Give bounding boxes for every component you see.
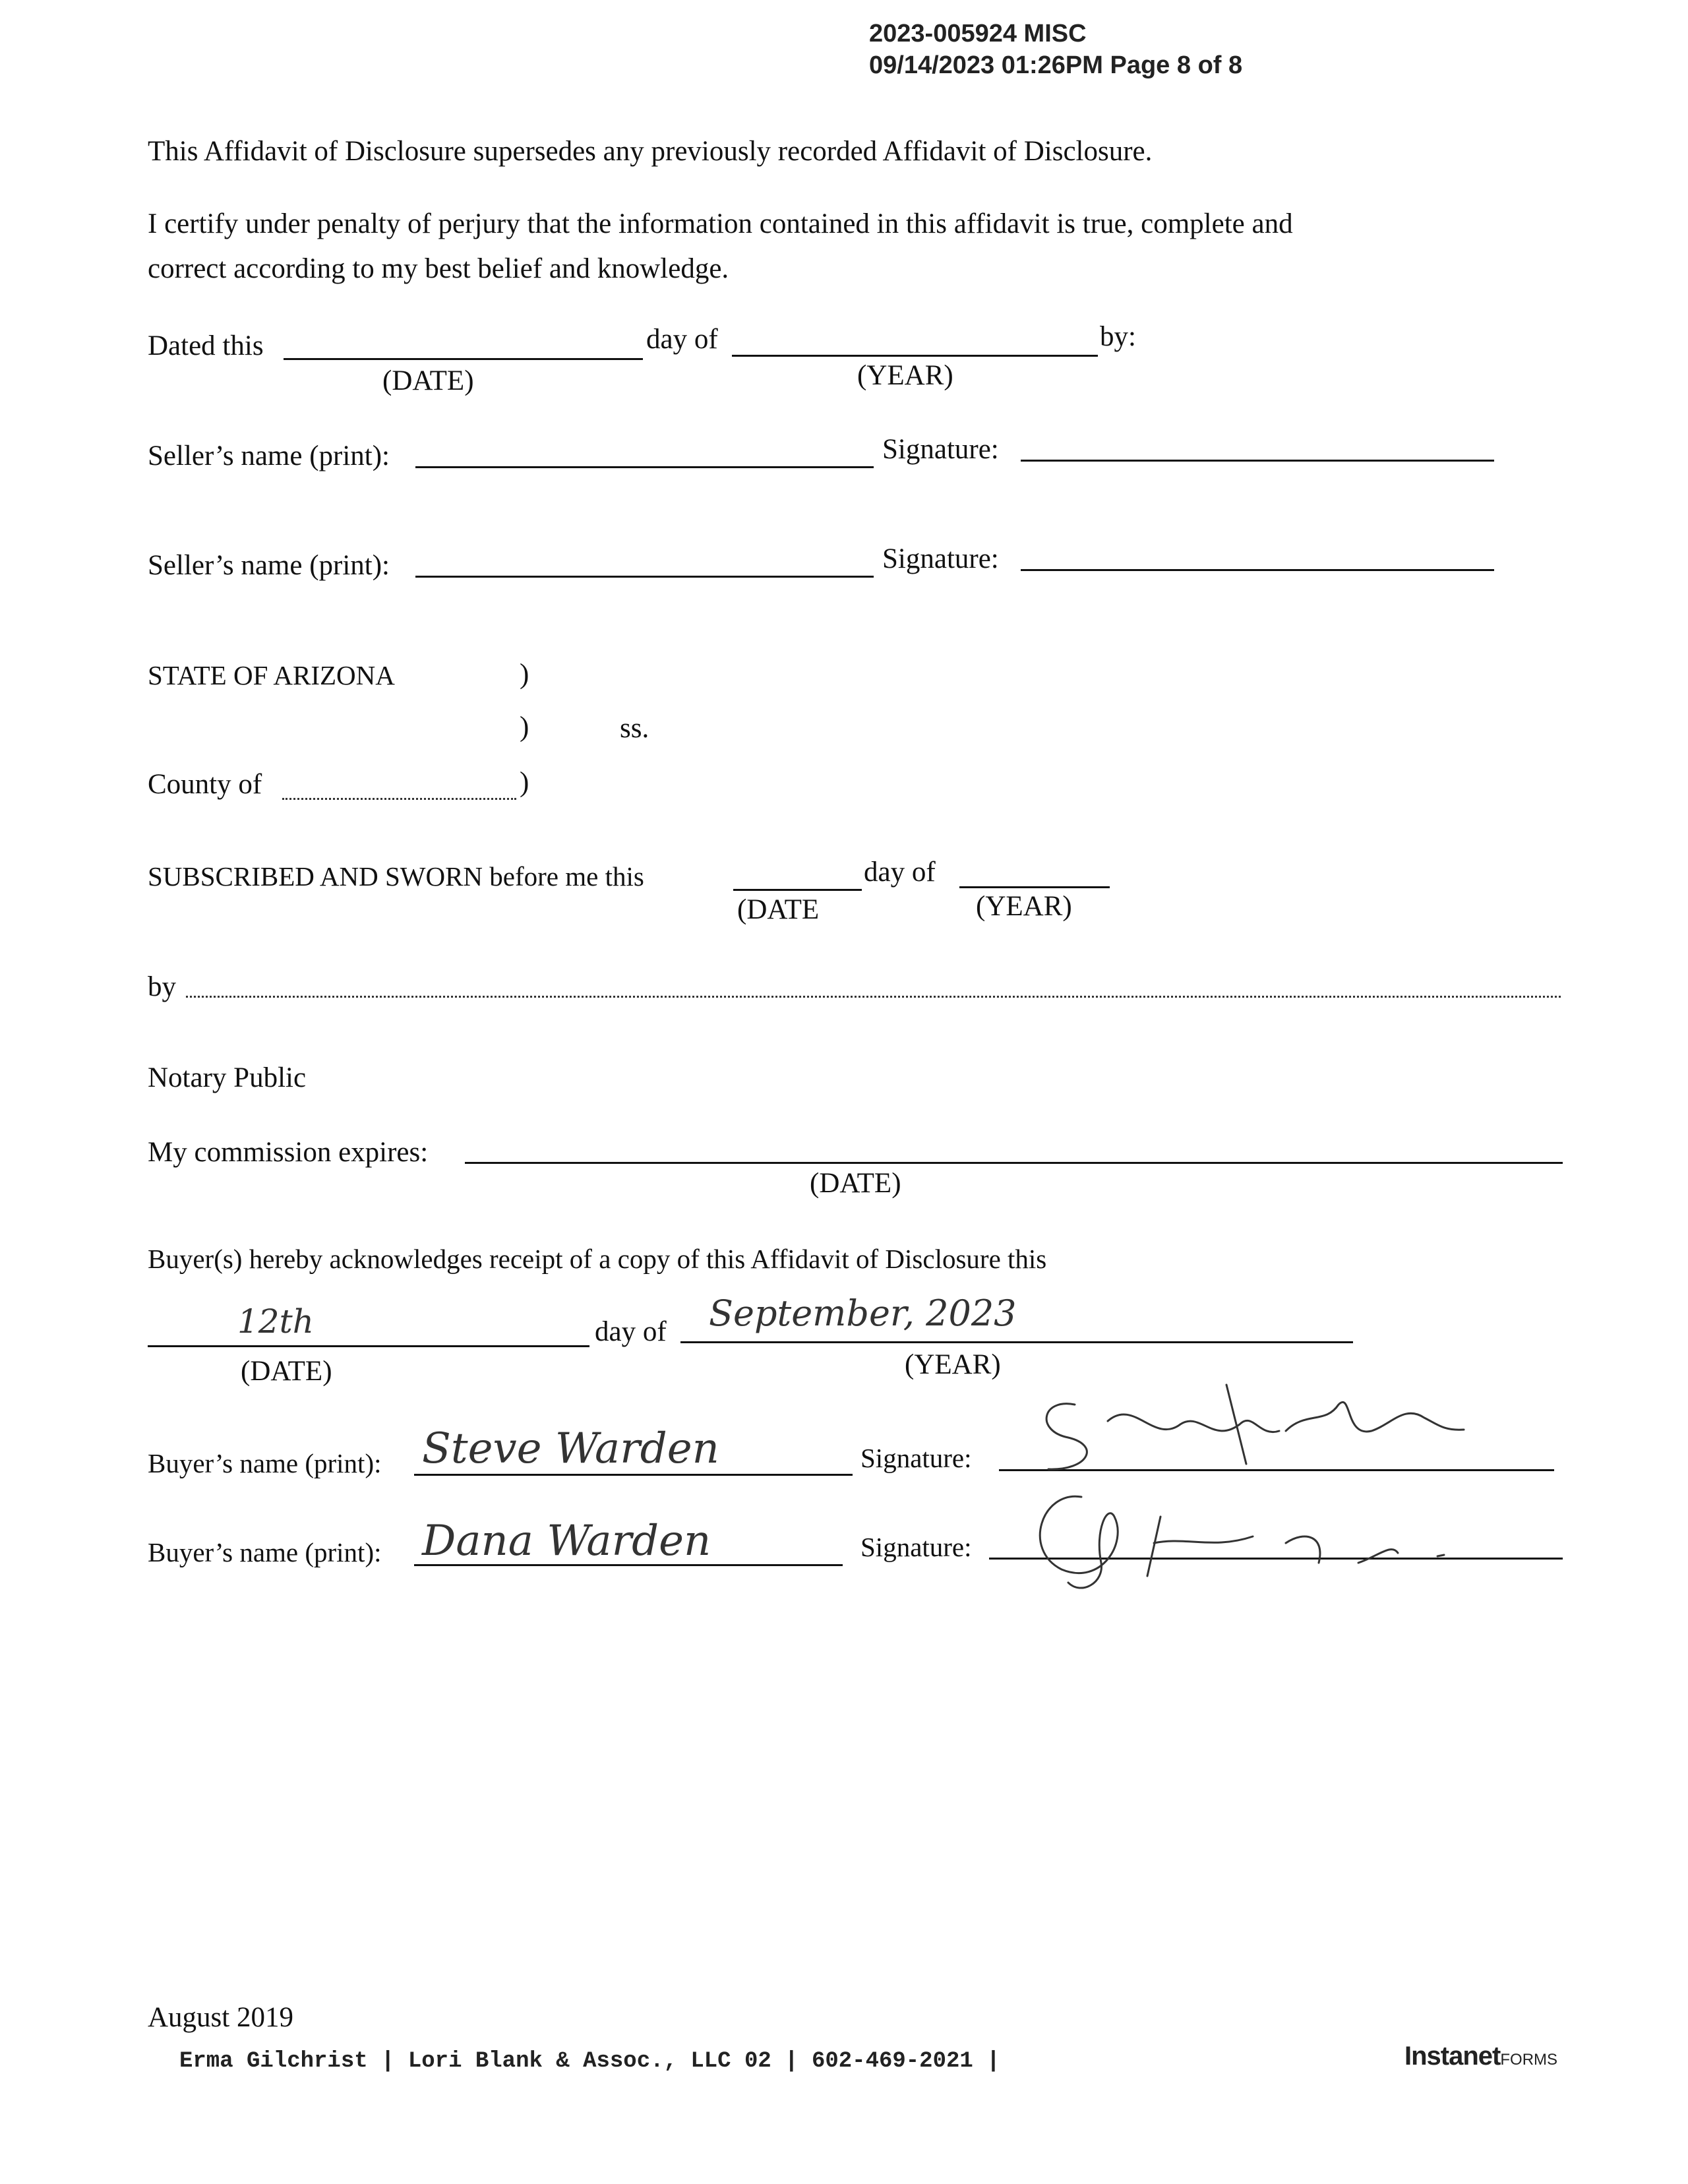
sworn-day-of-label: day of: [864, 857, 936, 888]
form-date: August 2019: [148, 2002, 293, 2033]
commission-expires-field[interactable]: [465, 1162, 1563, 1164]
buyer1-name-value[interactable]: Steve Warden: [422, 1424, 719, 1473]
subscribed-sworn-label: SUBSCRIBED AND SWORN before me this: [148, 861, 644, 892]
certify-statement-line2: correct according to my best belief and knowledge.: [148, 253, 729, 284]
seller1-name-field[interactable]: [415, 466, 874, 468]
dated-year-field[interactable]: [732, 355, 1098, 357]
buyer-ack-date-line: [148, 1345, 589, 1347]
document-number: 2023-005924 MISC: [869, 20, 1087, 47]
buyer-ack-year-value[interactable]: September, 2023: [709, 1292, 1017, 1334]
buyer-acknowledgement-text: Buyer(s) hereby acknowledges receipt of a copy of this Affidavit of Disclosure this: [148, 1244, 1047, 1274]
notary-by-field[interactable]: [186, 996, 1561, 998]
buyer-ack-day-of-label: day of: [595, 1316, 667, 1347]
dated-this-label: Dated this: [148, 330, 264, 361]
venue-paren-1: ): [520, 659, 529, 690]
seller1-name-label: Seller’s name (print):: [148, 440, 390, 471]
buyer-ack-date-caption: (DATE): [241, 1356, 332, 1387]
buyer1-name-label: Buyer’s name (print):: [148, 1448, 382, 1478]
venue-paren-2: ): [520, 712, 529, 743]
certify-statement-line1: I certify under penalty of perjury that the information contained in this affidavit is true, complete and: [148, 208, 1293, 239]
brand-small: FORMS: [1500, 2051, 1558, 2069]
sworn-year-field[interactable]: [959, 886, 1110, 888]
county-field[interactable]: [282, 798, 516, 800]
recording-timestamp: 09/14/2023 01:26PM Page 8 of 8: [869, 51, 1243, 79]
notary-public-label: Notary Public: [148, 1062, 307, 1093]
notary-by-label: by: [148, 971, 176, 1002]
sworn-date-field[interactable]: [733, 889, 862, 891]
dated-date-field[interactable]: [284, 358, 643, 360]
ss-label: ss.: [620, 713, 649, 744]
dated-year-caption: (YEAR): [857, 360, 953, 391]
buyer2-name-value[interactable]: Dana Warden: [422, 1517, 711, 1565]
buyer2-name-line: [414, 1564, 843, 1566]
commission-expires-label: My commission expires:: [148, 1137, 429, 1168]
buyer2-signature-label: Signature:: [860, 1532, 972, 1562]
seller1-signature-field[interactable]: [1021, 460, 1494, 462]
seller2-signature-label: Signature:: [882, 543, 999, 574]
seller2-name-field[interactable]: [415, 576, 874, 578]
venue-paren-3: ): [520, 767, 529, 798]
seller1-signature-label: Signature:: [882, 434, 999, 465]
seller2-name-label: Seller’s name (print):: [148, 550, 390, 581]
supersedes-statement: This Affidavit of Disclosure supersedes any previously recorded Affidavit of Disclosure.: [148, 136, 1153, 167]
dated-date-caption: (DATE): [382, 365, 474, 396]
buyer1-signature-icon: [1029, 1385, 1464, 1477]
sworn-year-caption: (YEAR): [976, 891, 1072, 922]
instanet-forms-logo: [1404, 2042, 1557, 2071]
sworn-date-caption: (DATE: [737, 894, 820, 925]
dated-day-of-label: day of: [646, 324, 718, 355]
buyer2-name-label: Buyer’s name (print):: [148, 1537, 382, 1567]
commission-date-caption: (DATE): [810, 1168, 901, 1199]
state-label: STATE OF ARIZONA: [148, 660, 395, 690]
buyer1-signature-label: Signature:: [860, 1443, 972, 1473]
buyer-ack-date-value[interactable]: 12th: [237, 1302, 314, 1341]
buyer-ack-year-caption: (YEAR): [905, 1349, 1001, 1380]
buyer1-name-line: [414, 1474, 853, 1476]
buyer-ack-year-line: [680, 1341, 1353, 1343]
county-label: County of: [148, 769, 262, 800]
buyer2-signature-icon: [1015, 1471, 1477, 1602]
dated-by-label: by:: [1100, 321, 1136, 352]
agent-info-line: Erma Gilchrist | Lori Blank & Assoc., LLC 02 | 602-469-2021 |: [179, 2049, 1000, 2074]
brand-main: Instanet: [1404, 2042, 1501, 2071]
seller2-signature-field[interactable]: [1021, 569, 1494, 571]
